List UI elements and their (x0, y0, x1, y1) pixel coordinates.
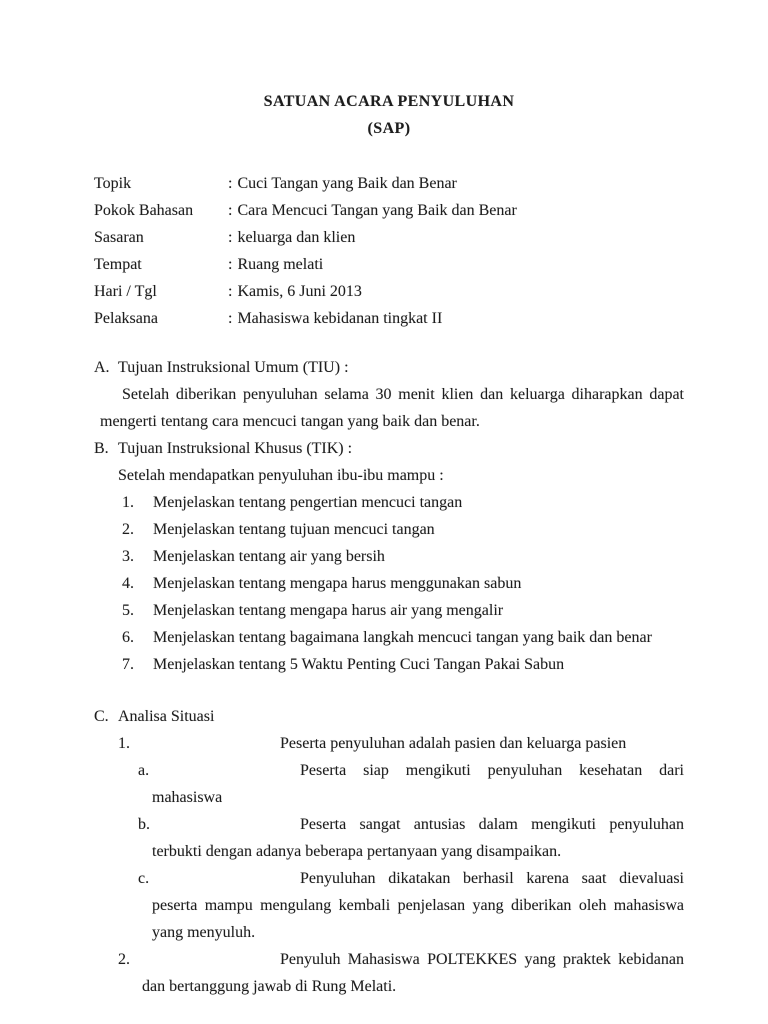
meta-row-pokok-bahasan (94, 197, 684, 224)
list-marker: 2. (122, 521, 134, 538)
meta-block (94, 170, 684, 332)
list-marker: 3. (122, 548, 134, 565)
section-c-marker: C. (94, 708, 109, 725)
list-text: Penyuluhan dikatakan berhasil karena saat dievaluasi peserta mampu mengulang kembali penjelasan yang diberikan oleh mahasiswa yang menyuluh. (152, 870, 684, 941)
section-a (94, 354, 684, 435)
meta-value: keluarga dan klien (237, 229, 356, 246)
section-b-marker: B. (94, 440, 109, 457)
list-text: Menjelaskan tentang bagaimana langkah mencuci tangan yang baik dan benar (153, 629, 652, 646)
list-text: Penyuluh Mahasiswa POLTEKKES yang praktek kebidanan dan bertanggung jawab di Rung Melati. (142, 951, 684, 995)
list-item (122, 543, 684, 570)
section-b-intro: Setelah mendapatkan penyuluhan ibu-ibu mampu : (118, 467, 444, 484)
list-text: Menjelaskan tentang mengapa harus air yang mengalir (153, 602, 504, 619)
list-item (122, 597, 684, 624)
meta-colon: : (228, 229, 233, 246)
section-a-heading-row (94, 354, 684, 381)
list-marker: 6. (122, 629, 134, 646)
meta-row-pelaksana (94, 305, 684, 332)
list-marker: 1. (122, 494, 134, 511)
list-text: Menjelaskan tentang mengapa harus menggunakan sabun (153, 575, 522, 592)
title-block (94, 88, 684, 142)
list-item (122, 651, 684, 678)
list-text: Menjelaskan tentang air yang bersih (153, 548, 385, 565)
meta-colon: : (228, 175, 233, 192)
sub-list-item (138, 811, 684, 865)
list-text: Menjelaskan tentang 5 Waktu Penting Cuci Tangan Pakai Sabun (153, 656, 565, 673)
section-a-paragraph: Setelah diberikan penyuluhan selama 30 menit klien dan keluarga diharapkan dapat mengerti tentang cara mencuci tangan yang baik dan benar. (100, 386, 684, 430)
list-text: Peserta penyuluhan adalah pasien dan keluarga pasien (280, 735, 627, 752)
list-item (122, 624, 684, 651)
meta-value: Cuci Tangan yang Baik dan Benar (237, 175, 457, 192)
sub-list-item (138, 865, 684, 946)
meta-colon: : (228, 283, 233, 300)
list-item (118, 946, 684, 1000)
list-marker: 7. (122, 656, 134, 673)
meta-row-sasaran (94, 224, 684, 251)
meta-colon: : (228, 256, 233, 273)
section-c-heading: Analisa Situasi (118, 708, 215, 725)
meta-row-hari-tgl (94, 278, 684, 305)
section-c (94, 703, 684, 1000)
meta-value: Cara Mencuci Tangan yang Baik dan Benar (237, 202, 517, 219)
list-text: Peserta sangat antusias dalam mengikuti penyuluhan terbukti dengan adanya beberapa pertanyaan yang disampaikan. (152, 816, 684, 860)
meta-value: Ruang melati (237, 256, 324, 273)
list-item (122, 570, 684, 597)
list-item (122, 516, 684, 543)
meta-label: Sasaran (94, 229, 144, 246)
meta-label: Hari / Tgl (94, 283, 157, 300)
section-b-heading-row (94, 435, 684, 462)
list-item (118, 730, 684, 757)
list-marker: a. (138, 762, 150, 779)
section-a-marker: A. (94, 359, 110, 376)
document-subtitle: (SAP) (367, 120, 411, 137)
list-text: Menjelaskan tentang tujuan mencuci tangan (153, 521, 435, 538)
meta-colon: : (228, 202, 233, 219)
meta-label: Topik (94, 175, 132, 192)
meta-row-tempat (94, 251, 684, 278)
section-b (94, 435, 684, 678)
meta-label: Tempat (94, 256, 142, 273)
list-text: Menjelaskan tentang pengertian mencuci tangan (153, 494, 463, 511)
meta-colon: : (228, 310, 233, 327)
list-marker: 2. (118, 951, 130, 968)
list-marker: 5. (122, 602, 134, 619)
meta-value: Kamis, 6 Juni 2013 (237, 283, 362, 300)
sub-list-item (138, 757, 684, 811)
meta-row-topik (94, 170, 684, 197)
meta-label: Pokok Bahasan (94, 202, 194, 219)
list-marker: 1. (118, 735, 130, 752)
section-a-heading: Tujuan Instruksional Umum (TIU) : (118, 359, 349, 376)
meta-label: Pelaksana (94, 310, 158, 327)
list-marker: b. (138, 816, 150, 833)
list-marker: c. (138, 870, 150, 887)
list-marker: 4. (122, 575, 134, 592)
document-title: SATUAN ACARA PENYULUHAN (263, 93, 515, 110)
list-text: Peserta siap mengikuti penyuluhan kesehatan dari mahasiswa (152, 762, 684, 806)
section-c-heading-row (94, 703, 684, 730)
section-b-heading: Tujuan Instruksional Khusus (TIK) : (118, 440, 353, 457)
list-item (122, 489, 684, 516)
meta-value: Mahasiswa kebidanan tingkat II (237, 310, 443, 327)
